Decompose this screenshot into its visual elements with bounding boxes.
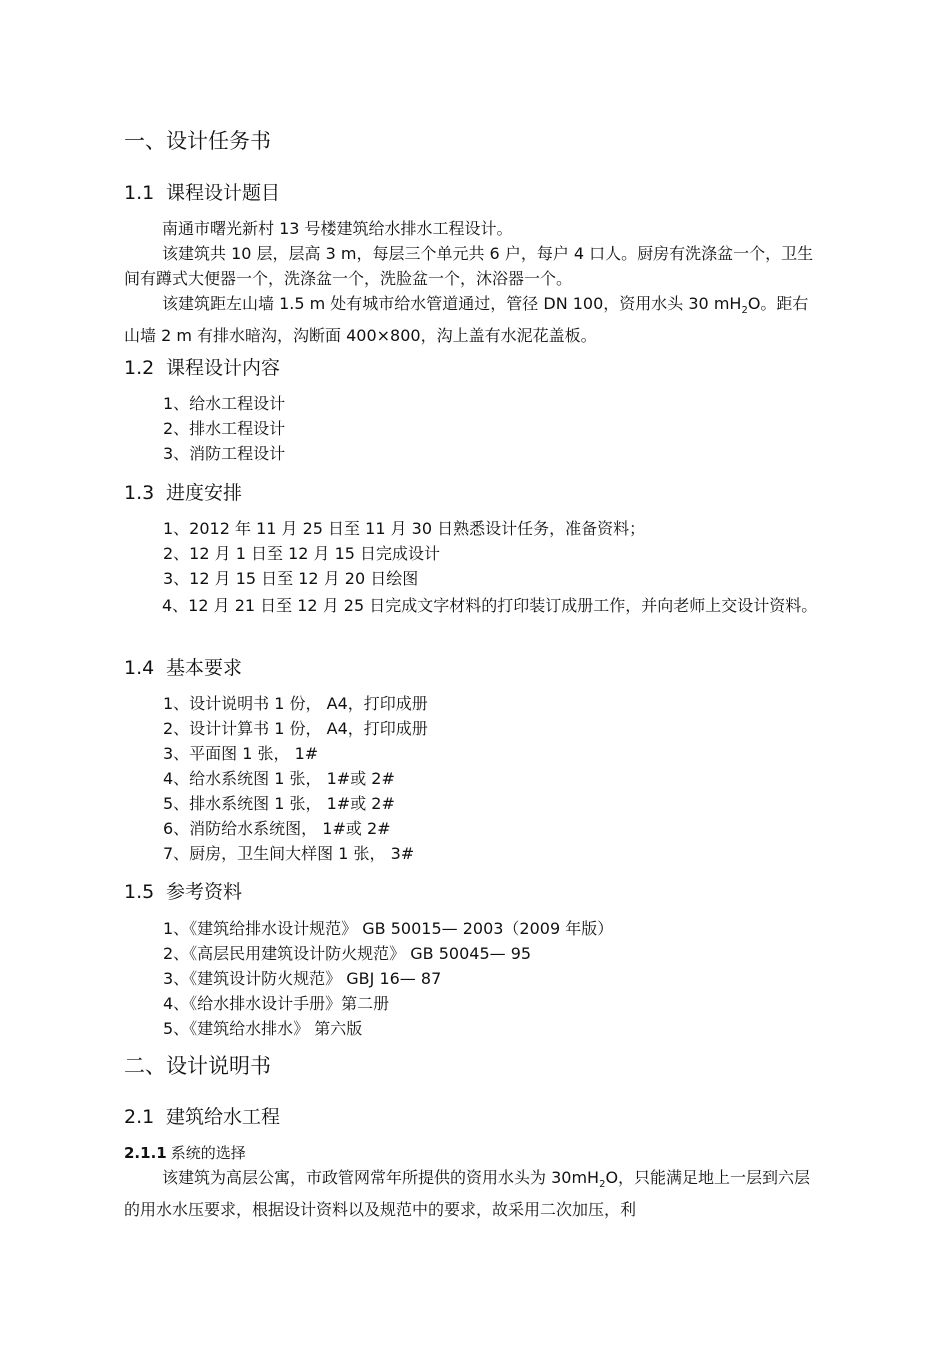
heading-1-5: [124, 880, 242, 904]
section-1-title: 一、设计任务书: [124, 129, 271, 153]
heading-number: 1.2: [124, 357, 155, 379]
list-item: 3、《建筑设计防火规范》 GBJ 16— 87: [163, 969, 442, 988]
heading-text: 进度安排: [166, 482, 243, 504]
heading-number: 1.1: [124, 182, 155, 204]
heading-number: 1.4: [124, 657, 155, 679]
list-item: 6、消防给水系统图， 1#或 2#: [163, 819, 391, 838]
heading-1-2: [124, 356, 280, 380]
heading-1-1: [124, 181, 280, 205]
text-run: 该建筑为高层公寓，市政管网常年所提供的资用水头为 30mH: [162, 1168, 600, 1187]
heading-number: 2.1.1: [124, 1144, 167, 1162]
heading-number: 1.5: [124, 881, 155, 903]
heading-2-1: [124, 1105, 280, 1129]
paragraph: [124, 291, 824, 348]
list-item: 1、2012 年 11 月 25 日至 11 月 30 日熟悉设计任务，准备资料；: [163, 519, 646, 538]
list-item: 4、给水系统图 1 张， 1#或 2#: [163, 769, 395, 788]
text-run: 该建筑距左山墙 1.5 m 处有城市给水管道通过，管径 DN 100，资用水头 30 mH: [162, 294, 742, 313]
heading-number: 2.1: [124, 1106, 155, 1128]
heading-text: 系统的选择: [170, 1144, 246, 1162]
list-item: 1、《建筑给排水设计规范》 GB 50015— 2003（2009 年版）: [163, 919, 614, 938]
text-run: O，只能满足地上一层到六层的用水水压要求，根据设计资料以及规范中的要求，故采用二次加压，利: [124, 1168, 811, 1220]
list-item: 2、12 月 1 日至 12 月 15 日完成设计: [163, 544, 441, 563]
list-item: 3、12 月 15 日至 12 月 20 日绘图: [163, 569, 419, 588]
subscript: 2: [741, 305, 748, 317]
heading-text: 参考资料: [166, 881, 243, 903]
text-run: O。距右山墙 2 m 有排水暗沟，沟断面 400×800，沟上盖有水泥花盖板。: [124, 294, 809, 346]
list-item: 5、排水系统图 1 张， 1#或 2#: [163, 794, 395, 813]
list-item-wrapped: 4、12 月 21 日至 12 月 25 日完成文字材料的打印装订成册工作，并向老师上交设计资料。: [162, 596, 818, 615]
paragraph: 南通市曙光新村 13 号楼建筑给水排水工程设计。: [162, 219, 513, 238]
heading-text: 课程设计内容: [166, 357, 281, 379]
heading-number: 1.3: [124, 482, 155, 504]
list-item: 3、消防工程设计: [163, 444, 286, 463]
list-item: 4、《给水排水设计手册》第二册: [163, 994, 390, 1013]
heading-text: 课程设计题目: [166, 182, 281, 204]
list-item: 5、《建筑给水排水》 第六版: [163, 1019, 363, 1038]
heading-2-1-1: [124, 1143, 246, 1163]
list-item: 7、厨房，卫生间大样图 1 张， 3#: [163, 844, 415, 863]
list-item: 3、平面图 1 张， 1#: [163, 744, 319, 763]
heading-text: 建筑给水工程: [166, 1106, 281, 1128]
list-item: 1、设计说明书 1 份， A4，打印成册: [163, 694, 428, 713]
heading-1-3: [124, 481, 242, 505]
list-item: 2、《高层民用建筑设计防火规范》 GB 50045— 95: [163, 944, 532, 963]
paragraph: [124, 1165, 824, 1222]
section-2-title: 二、设计说明书: [124, 1054, 271, 1078]
heading-1-4: [124, 656, 242, 680]
list-item: 2、设计计算书 1 份， A4，打印成册: [163, 719, 428, 738]
heading-text: 基本要求: [166, 657, 243, 679]
list-item: 1、给水工程设计: [163, 394, 286, 413]
paragraph: 该建筑共 10 层，层高 3 m，每层三个单元共 6 户，每户 4 口人。厨房有洗涤盆一个，卫生间有蹲式大便器一个，洗涤盆一个，洗脸盆一个，沐浴器一个。: [124, 244, 814, 288]
list-item: 2、排水工程设计: [163, 419, 286, 438]
subscript: 2: [599, 1179, 606, 1191]
